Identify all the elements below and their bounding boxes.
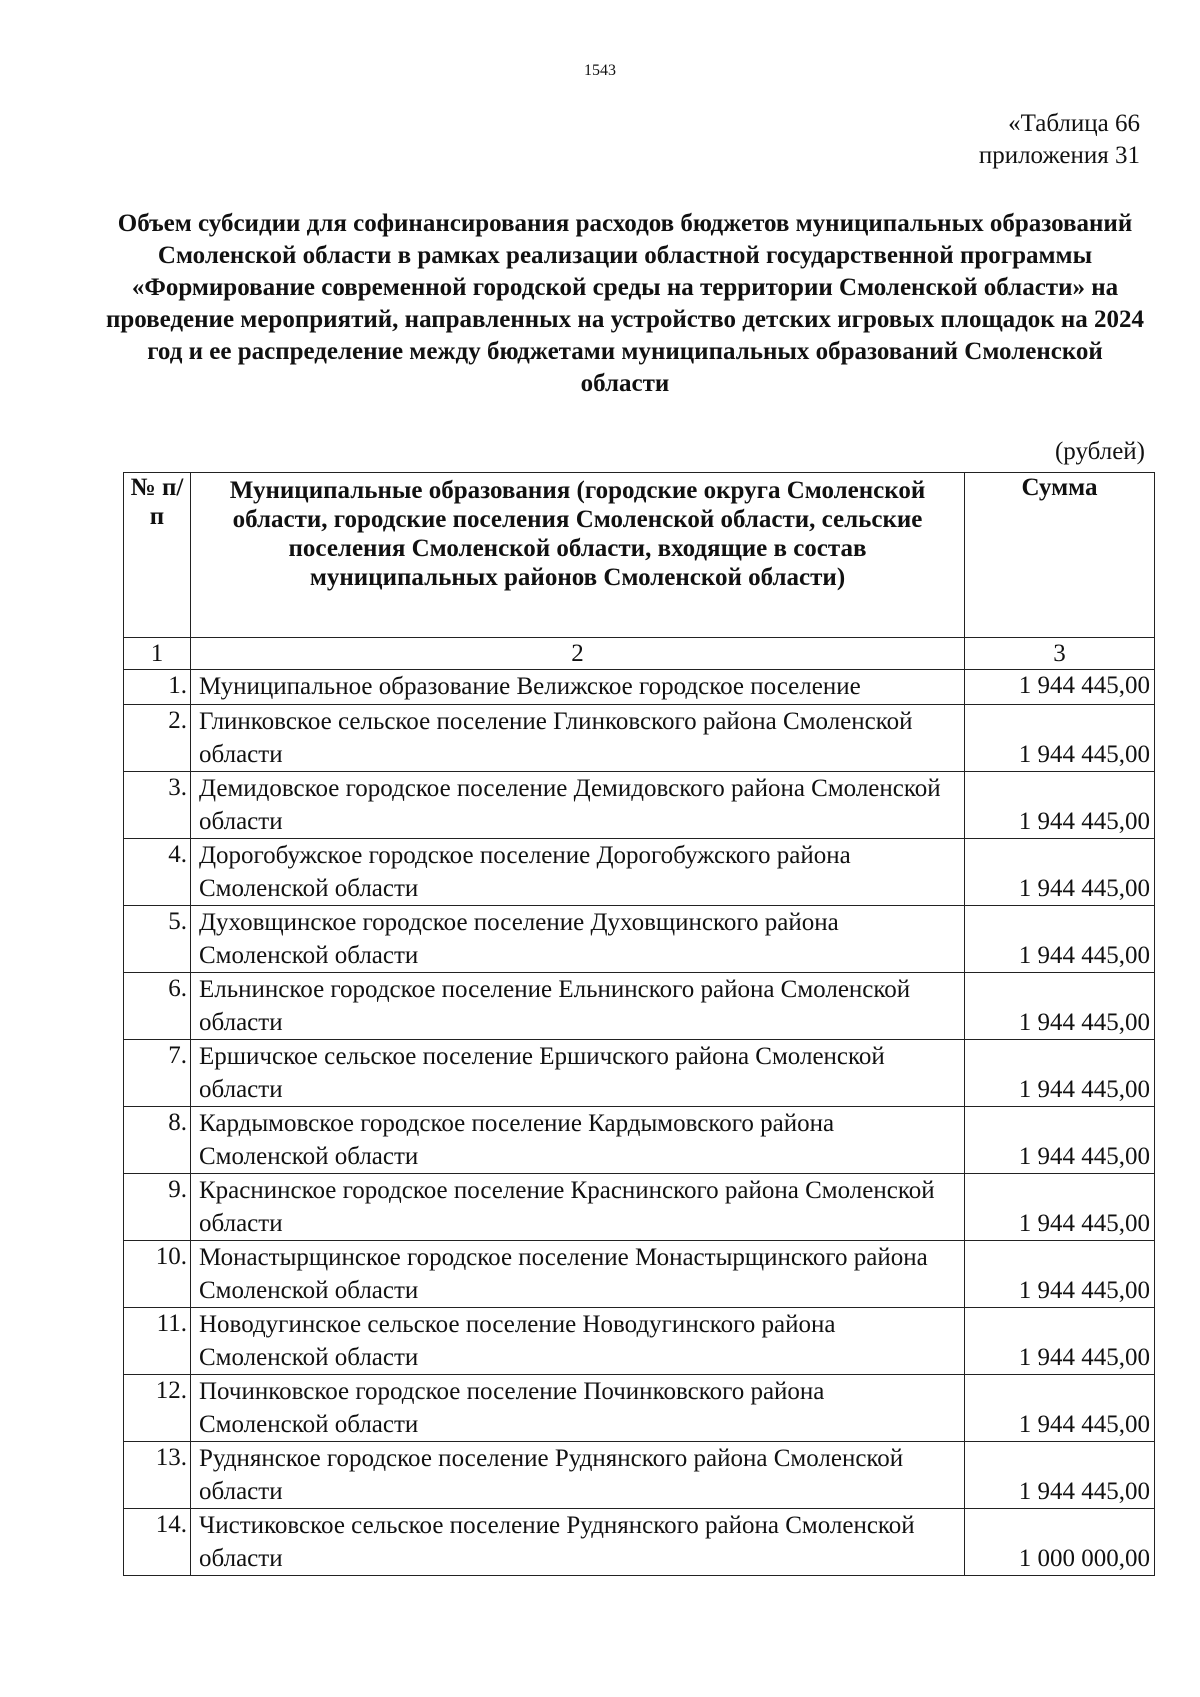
units-label: (рублей) (1054, 438, 1145, 465)
column-index-row (124, 638, 1155, 670)
row-sum: 1 944 445,00 (965, 1241, 1155, 1308)
row-sum: 1 944 445,00 (965, 1308, 1155, 1375)
row-number: 4. (124, 839, 191, 906)
row-municipality: Дорогобужское городское поселение Дорогобужского района Смоленской области (191, 839, 965, 906)
row-municipality: Починковское городское поселение Починковского района Смоленской области (191, 1375, 965, 1442)
table-row (124, 1308, 1155, 1375)
row-number: 9. (124, 1174, 191, 1241)
column-index-2: 2 (191, 638, 965, 670)
row-number: 12. (124, 1375, 191, 1442)
row-sum: 1 944 445,00 (965, 705, 1155, 772)
row-sum: 1 944 445,00 (965, 1107, 1155, 1174)
table-row (124, 1040, 1155, 1107)
table-reference-line-1: «Таблица 66 (1008, 110, 1140, 137)
row-municipality: Демидовское городское поселение Демидовского района Смоленской области (191, 772, 965, 839)
table-row (124, 1509, 1155, 1576)
row-number: 3. (124, 772, 191, 839)
row-number: 8. (124, 1107, 191, 1174)
table-row (124, 1241, 1155, 1308)
header-sum: Сумма (965, 473, 1155, 638)
row-number: 14. (124, 1509, 191, 1576)
row-municipality: Чистиковское сельское поселение Руднянского района Смоленской области (191, 1509, 965, 1576)
row-sum: 1 944 445,00 (965, 1040, 1155, 1107)
table-reference (979, 108, 1140, 172)
table-row (124, 1174, 1155, 1241)
row-municipality: Руднянское городское поселение Руднянского района Смоленской области (191, 1442, 965, 1509)
row-number: 5. (124, 906, 191, 973)
column-index-3: 3 (965, 638, 1155, 670)
table-header-row (124, 473, 1155, 638)
table-row (124, 1107, 1155, 1174)
row-number: 1. (124, 670, 191, 705)
row-municipality: Ершичское сельское поселение Ершичского района Смоленской области (191, 1040, 965, 1107)
row-number: 6. (124, 973, 191, 1040)
row-sum: 1 944 445,00 (965, 1174, 1155, 1241)
row-municipality: Кардымовское городское поселение Кардымовского района Смоленской области (191, 1107, 965, 1174)
table-row (124, 1442, 1155, 1509)
row-number: 10. (124, 1241, 191, 1308)
row-municipality: Монастырщинское городское поселение Монастырщинского района Смоленской области (191, 1241, 965, 1308)
row-sum: 1 944 445,00 (965, 839, 1155, 906)
row-sum: 1 944 445,00 (965, 1375, 1155, 1442)
table-row (124, 705, 1155, 772)
document-title: Объем субсидии для софинансирования расходов бюджетов муниципальных образований Смоленской области в рамках реализации областной государственной программы «Формирование современной городской среды на территории Смоленской области» на проведение мероприятий, направленных на устройство детских игровых площадок на 2024 год и ее распределение между бюджетами муниципальных образований Смоленской области (105, 210, 1145, 397)
column-index-1: 1 (124, 638, 191, 670)
row-municipality: Глинковское сельское поселение Глинковского района Смоленской области (191, 705, 965, 772)
row-sum: 1 944 445,00 (965, 772, 1155, 839)
row-number: 11. (124, 1308, 191, 1375)
row-municipality: Ельнинское городское поселение Ельнинского района Смоленской области (191, 973, 965, 1040)
row-municipality: Духовщинское городское поселение Духовщинского района Смоленской области (191, 906, 965, 973)
row-sum: 1 944 445,00 (965, 1442, 1155, 1509)
table-row (124, 973, 1155, 1040)
table-row (124, 1375, 1155, 1442)
header-number: № п/п (124, 473, 191, 638)
row-municipality: Краснинское городское поселение Краснинского района Смоленской области (191, 1174, 965, 1241)
table-row (124, 772, 1155, 839)
row-municipality: Муниципальное образование Велижское городское поселение (191, 670, 965, 705)
row-number: 7. (124, 1040, 191, 1107)
table-row (124, 670, 1155, 705)
row-sum: 1 944 445,00 (965, 906, 1155, 973)
row-sum: 1 944 445,00 (965, 670, 1155, 705)
row-sum: 1 000 000,00 (965, 1509, 1155, 1576)
row-municipality: Новодугинское сельское поселение Новодугинского района Смоленской области (191, 1308, 965, 1375)
subsidy-table (123, 472, 1155, 1576)
row-number: 13. (124, 1442, 191, 1509)
table-reference-line-2: приложения 31 (978, 142, 1140, 169)
row-number: 2. (124, 705, 191, 772)
table-row (124, 839, 1155, 906)
page-number: 1543 (584, 62, 616, 79)
header-municipality: Муниципальные образования (городские округа Смоленской области, городские поселения Смоленской области, сельские поселения Смоленской области, входящие в состав муниципальных районов Смоленской области) (191, 473, 965, 638)
table-row (124, 906, 1155, 973)
row-sum: 1 944 445,00 (965, 973, 1155, 1040)
